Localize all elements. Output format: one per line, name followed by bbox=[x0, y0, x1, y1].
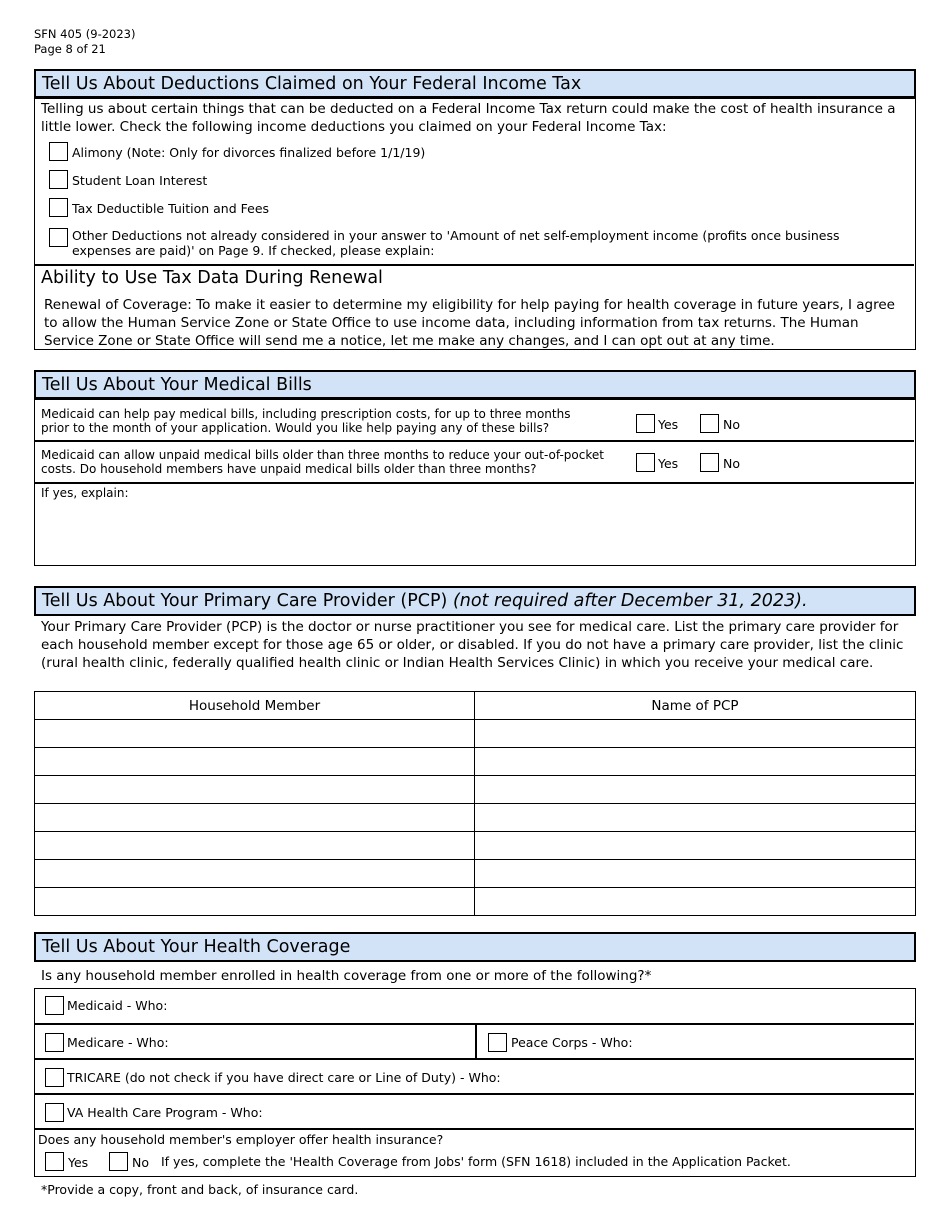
pcp-cell[interactable] bbox=[475, 804, 916, 832]
pcp-section-title bbox=[34, 586, 916, 616]
pcp-name-header: Name of PCP bbox=[475, 692, 916, 720]
other-deductions-checkbox[interactable] bbox=[49, 228, 68, 247]
page-number: Page 8 of 21 bbox=[34, 42, 106, 56]
medicaid-checkbox[interactable] bbox=[45, 996, 64, 1015]
member-cell[interactable] bbox=[35, 720, 475, 748]
alimony-label: Alimony (Note: Only for divorces finalized before 1/1/19) bbox=[72, 145, 426, 160]
renewal-title: Ability to Use Tax Data During Renewal bbox=[41, 268, 383, 288]
table-row bbox=[35, 860, 916, 888]
table-row bbox=[35, 832, 916, 860]
member-cell[interactable] bbox=[35, 804, 475, 832]
deductions-box bbox=[34, 96, 916, 350]
employer-yes-label: Yes bbox=[68, 1155, 89, 1170]
tuition-checkbox[interactable] bbox=[49, 198, 68, 217]
divider bbox=[35, 1058, 914, 1060]
q1-yes-checkbox[interactable] bbox=[636, 414, 655, 433]
table-row bbox=[35, 748, 916, 776]
peace-corps-label: Peace Corps - Who: bbox=[511, 1035, 633, 1050]
renewal-text: Renewal of Coverage: To make it easier to determine my eligibility for help paying for health coverage in future years, I agree to allow the Human Service Zone or State Office to use income data, including information from tax returns. The Human Service Zone or State Office will send me a notice, let me make any changes, and I can opt out at any time. bbox=[44, 297, 895, 349]
member-cell[interactable] bbox=[35, 860, 475, 888]
tricare-checkbox[interactable] bbox=[45, 1068, 64, 1087]
medicare-label: Medicare - Who: bbox=[67, 1035, 169, 1050]
divider bbox=[35, 1128, 914, 1130]
member-cell[interactable] bbox=[35, 832, 475, 860]
medical-bills-box bbox=[34, 397, 916, 566]
member-cell[interactable] bbox=[35, 748, 475, 776]
q2-yes-checkbox[interactable] bbox=[636, 453, 655, 472]
other-deductions-label: Other Deductions not already considered in your answer to 'Amount of net self-employment income (profits once business expenses are paid)' on Page 9. If checked, please explain: bbox=[72, 228, 840, 258]
medical-bills-q1: Medicaid can help pay medical bills, including prescription costs, for up to three months prior to the month of your application. Would you like help paying any of these bills? bbox=[41, 407, 571, 435]
pcp-cell[interactable] bbox=[475, 860, 916, 888]
divider bbox=[475, 1023, 477, 1058]
student-loan-checkbox[interactable] bbox=[49, 170, 68, 189]
pcp-cell[interactable] bbox=[475, 888, 916, 916]
pcp-table bbox=[34, 691, 916, 916]
tuition-label: Tax Deductible Tuition and Fees bbox=[72, 201, 270, 216]
explain-label: If yes, explain: bbox=[41, 486, 129, 500]
q2-yes-label: Yes bbox=[658, 456, 679, 471]
employer-no-checkbox[interactable] bbox=[109, 1152, 128, 1171]
va-checkbox[interactable] bbox=[45, 1103, 64, 1122]
divider bbox=[35, 440, 914, 442]
coverage-box bbox=[34, 988, 916, 1177]
tricare-label: TRICARE (do not check if you have direct care or Line of Duty) - Who: bbox=[67, 1070, 501, 1085]
medicare-checkbox[interactable] bbox=[45, 1033, 64, 1052]
deductions-intro: Telling us about certain things that can be deducted on a Federal Income Tax return could make the cost of health insurance a little lower. Check the following income deductions you claimed on your Federal Income Tax: bbox=[41, 101, 896, 135]
coverage-section-title: Tell Us About Your Health Coverage bbox=[34, 932, 916, 962]
table-row bbox=[35, 888, 916, 916]
q2-no-label: No bbox=[723, 456, 740, 471]
alimony-checkbox[interactable] bbox=[49, 142, 68, 161]
q1-no-checkbox[interactable] bbox=[700, 414, 719, 433]
table-row bbox=[35, 720, 916, 748]
medical-bills-q2: Medicaid can allow unpaid medical bills older than three months to reduce your out-of-pocket costs. Do household members have unpaid medical bills older than three months? bbox=[41, 448, 604, 476]
peace-corps-checkbox[interactable] bbox=[488, 1033, 507, 1052]
pcp-cell[interactable] bbox=[475, 776, 916, 804]
deductions-section-title: Tell Us About Deductions Claimed on Your Federal Income Tax bbox=[34, 69, 916, 99]
explain-field[interactable] bbox=[37, 502, 911, 560]
member-cell[interactable] bbox=[35, 888, 475, 916]
pcp-intro: Your Primary Care Provider (PCP) is the doctor or nurse practitioner you see for medical care. List the primary care provider for each household member except for those age 65 or older, or disabled. If you do not have a primary care provider, list the clinic (rural health clinic, federally qualified health clinic or Indian Health Services Clinic) in which you receive your medical care. bbox=[41, 619, 904, 671]
form-number: SFN 405 (9-2023) bbox=[34, 27, 136, 41]
footnote: *Provide a copy, front and back, of insurance card. bbox=[41, 1182, 359, 1197]
employer-yes-checkbox[interactable] bbox=[45, 1152, 64, 1171]
q1-no-label: No bbox=[723, 417, 740, 432]
divider bbox=[35, 1093, 914, 1095]
pcp-cell[interactable] bbox=[475, 748, 916, 776]
pcp-cell[interactable] bbox=[475, 720, 916, 748]
table-row bbox=[35, 804, 916, 832]
divider bbox=[35, 482, 914, 484]
employer-note: If yes, complete the 'Health Coverage from Jobs' form (SFN 1618) included in the Application Packet. bbox=[161, 1154, 791, 1169]
pcp-cell[interactable] bbox=[475, 832, 916, 860]
coverage-question: Is any household member enrolled in health coverage from one or more of the following?* bbox=[41, 968, 652, 984]
q2-no-checkbox[interactable] bbox=[700, 453, 719, 472]
table-row bbox=[35, 776, 916, 804]
student-loan-label: Student Loan Interest bbox=[72, 173, 208, 188]
medical-bills-section-title: Tell Us About Your Medical Bills bbox=[34, 370, 916, 400]
household-member-header: Household Member bbox=[35, 692, 475, 720]
employer-no-label: No bbox=[132, 1155, 149, 1170]
q1-yes-label: Yes bbox=[658, 417, 679, 432]
pcp-title-note: (not required after December 31, 2023). bbox=[452, 591, 808, 611]
pcp-title: Tell Us About Your Primary Care Provider (PCP) bbox=[42, 591, 448, 611]
va-label: VA Health Care Program - Who: bbox=[67, 1105, 263, 1120]
medicaid-label: Medicaid - Who: bbox=[67, 998, 168, 1013]
member-cell[interactable] bbox=[35, 776, 475, 804]
divider bbox=[35, 264, 914, 266]
employer-question: Does any household member's employer offer health insurance? bbox=[38, 1132, 444, 1147]
